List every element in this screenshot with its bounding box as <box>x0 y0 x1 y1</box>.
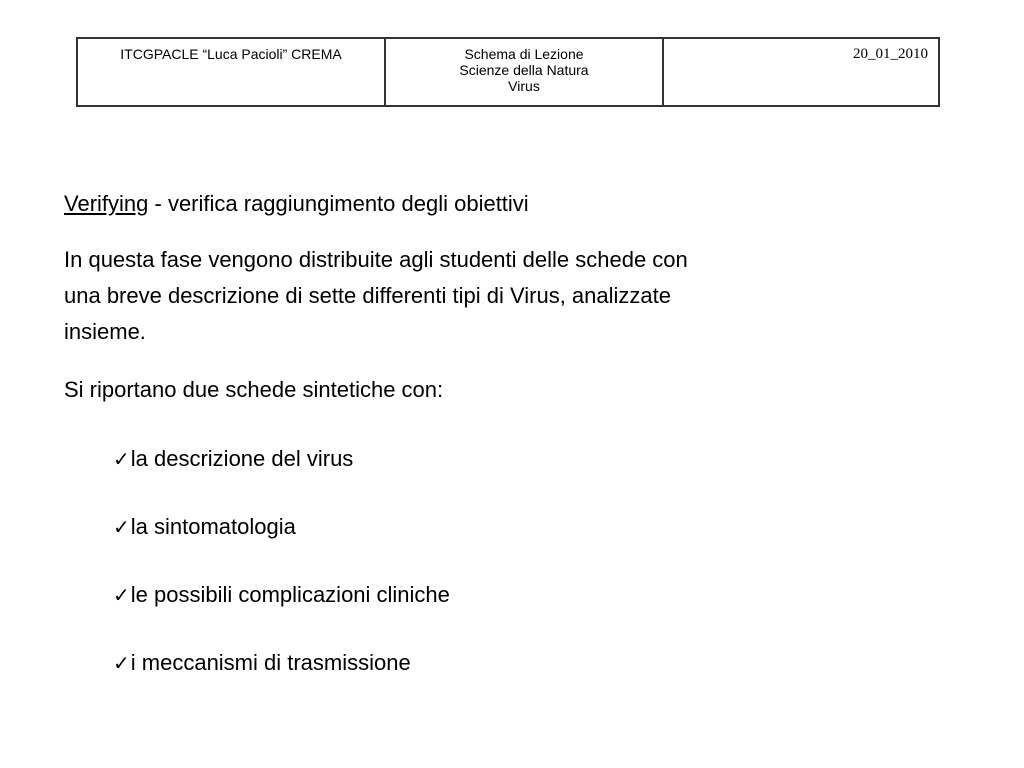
checkmark-icon: ✓ <box>113 653 130 675</box>
checklist-item: ✓la descrizione del virus <box>113 446 354 471</box>
checkmark-icon: ✓ <box>113 585 130 607</box>
lesson-cell <box>386 39 664 105</box>
checkmark-icon: ✓ <box>113 517 130 539</box>
heading-rest: - verifica raggiungimento degli obiettivi <box>148 191 529 216</box>
date-cell: 20_01_2010 <box>853 46 928 62</box>
lesson-line: Virus <box>508 78 540 94</box>
lesson-line: Schema di Lezione <box>464 46 584 62</box>
checklist-item: ✓i meccanismi di trasmissione <box>113 650 411 675</box>
checklist-item: ✓la sintomatologia <box>113 514 296 539</box>
checklist-item: ✓le possibili complicazioni cliniche <box>113 582 450 607</box>
checkmark-icon: ✓ <box>113 449 130 471</box>
intro-text: Si riportano due schede sintetiche con: <box>64 377 444 402</box>
section-heading <box>64 191 529 217</box>
paragraph-line: In questa fase vengono distribuite agli studenti delle schede con <box>64 247 688 272</box>
paragraph-line: una breve descrizione di sette differenti tipi di Virus, analizzate <box>64 283 671 308</box>
header-table <box>76 37 940 107</box>
paragraph-line: insieme. <box>64 319 146 344</box>
school-cell: ITCGPACLE “Luca Pacioli” CREMA <box>78 39 386 105</box>
heading-keyword: Verifying <box>64 191 149 216</box>
description-paragraph <box>64 242 924 350</box>
lesson-line: Scienze della Natura <box>459 62 589 78</box>
